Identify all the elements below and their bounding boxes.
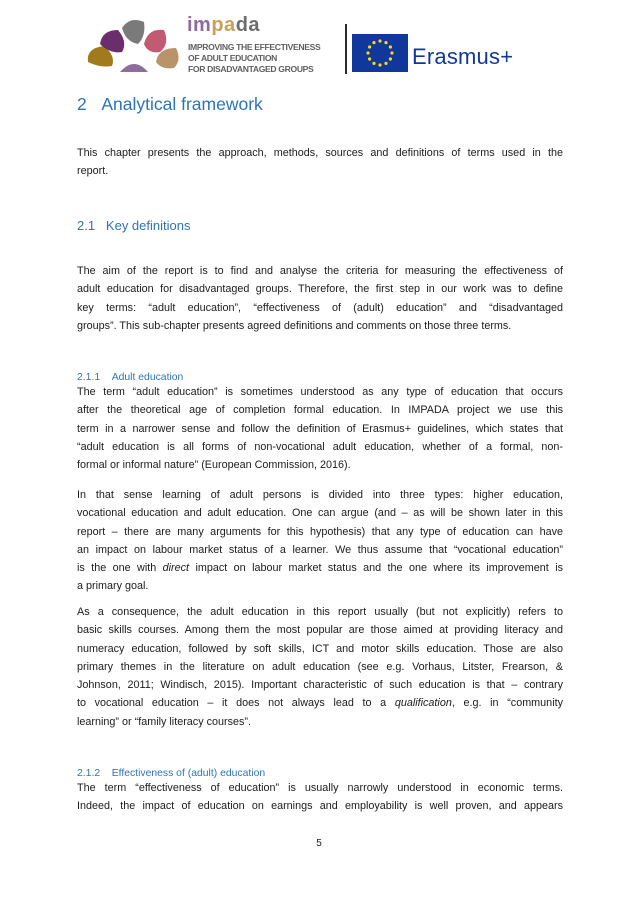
emphasis-text: direct [162,562,190,575]
header-divider [345,24,347,74]
text-line: an impact on labour market status of a learner. We thus assume that “vocational education” [77,543,563,556]
text-line: report. [77,165,109,178]
logo-word-part: im [187,14,212,36]
subsection-title: Key definitions [105,218,191,233]
text-line: primary themes in the literature on adult education (see e.g. Vorhaus, Litster, Frearson, & [77,660,563,673]
text-line: The term “effectiveness of education” is usually narrowly understood in economic terms. [77,782,563,794]
heading-number: 2.1.2 [77,768,101,779]
logo-tagline [188,42,348,75]
text-line: In that sense learning of adult persons is divided into three types: higher education, [77,489,563,501]
subsection-heading [77,218,190,233]
section-heading [77,94,263,115]
adult-education-paragraph-1 [77,383,563,474]
text-line: numeracy education, followed by soft skills, ICT and motor skills education. Those are also [77,642,563,655]
heading-number: 2.1.1 [77,372,101,383]
logo-word-part: da [235,14,261,36]
impada-logo-icon [82,16,186,78]
text-line: is the one with direct impact on labour market status and the one where its improvement is [77,562,563,575]
text-line: to vocational education – it does not always lead to a qualification, e.g. in “community [77,697,563,710]
text-line: formal or informal nature” (European Commission, 2016). [77,459,351,472]
text-line: vocational education and adult education. One can argue (and – as will be shown later in this [77,507,563,520]
text-line: Indeed, the impact of education on earnings and employability is well proven, and appears [77,800,563,813]
text-line: The term “adult education” is sometimes understood as any type of education that occurs [77,386,563,398]
text-line: basic skills courses. Among them the most popular are those aimed at providing literacy and [77,624,563,637]
heading-title: Effectiveness of (adult) education [111,768,266,779]
heading-title: Adult education [111,372,184,383]
text-line: learning” or “family literacy courses”. [77,715,251,728]
tagline-line: IMPROVING THE EFFECTIVENESS [188,42,321,52]
page-number: 5 [316,838,322,849]
logo-word-part: pa [211,14,236,36]
text-line: a primary goal. [77,580,149,593]
effectiveness-paragraph [77,779,563,816]
text-line: The aim of the report is to find and analyse the criteria for measuring the effectiveness of [77,265,563,277]
section-number: 2 [77,94,87,114]
text-line: adult education for disadvantaged groups. Therefore, the first step in our work was to define [77,283,563,296]
text-line: Johnson, 2011; Windisch, 2015). Important characteristic of such education is that – contrary [77,679,563,692]
tagline-line: FOR DISADVANTAGED GROUPS [188,64,314,74]
text-line: As a consequence, the adult education in this report usually (but not explicitly) refers to [77,606,563,618]
text-line: report – there are many arguments for this hypothesis) that any type of education can have [77,525,563,538]
section-title: Analytical framework [101,94,263,114]
erasmus-plus-logo: Erasmus+ [412,44,514,69]
emphasis-text: qualification [394,697,452,710]
text-line: “adult education is all forms of non-vocational adult education, whether of a formal, non- [77,440,563,453]
adult-education-paragraph-3 [77,603,563,731]
text-line: after the theoretical age of completion formal education. In IMPADA project we use this [77,404,563,417]
eu-flag-icon [352,34,408,72]
key-definitions-paragraph [77,262,563,335]
intro-paragraph [77,144,563,181]
subsection-number: 2.1 [77,218,96,233]
adult-education-paragraph-2 [77,486,563,596]
tagline-line: OF ADULT EDUCATION [188,53,278,63]
impada-logo-text [187,14,260,37]
adult-education-heading [77,372,183,383]
text-line: key terms: “adult education”, “effectiveness of (adult) education” and “disadvantaged [77,301,563,314]
text-line: groups”. This sub-chapter presents agreed definitions and comments on those three terms. [77,319,512,332]
effectiveness-heading [77,768,265,779]
text-line: term in a narrower sense and follow the definition of Erasmus+ guidelines, which states that [77,422,563,435]
text-line: This chapter presents the approach, methods, sources and definitions of terms used in the [77,147,563,159]
